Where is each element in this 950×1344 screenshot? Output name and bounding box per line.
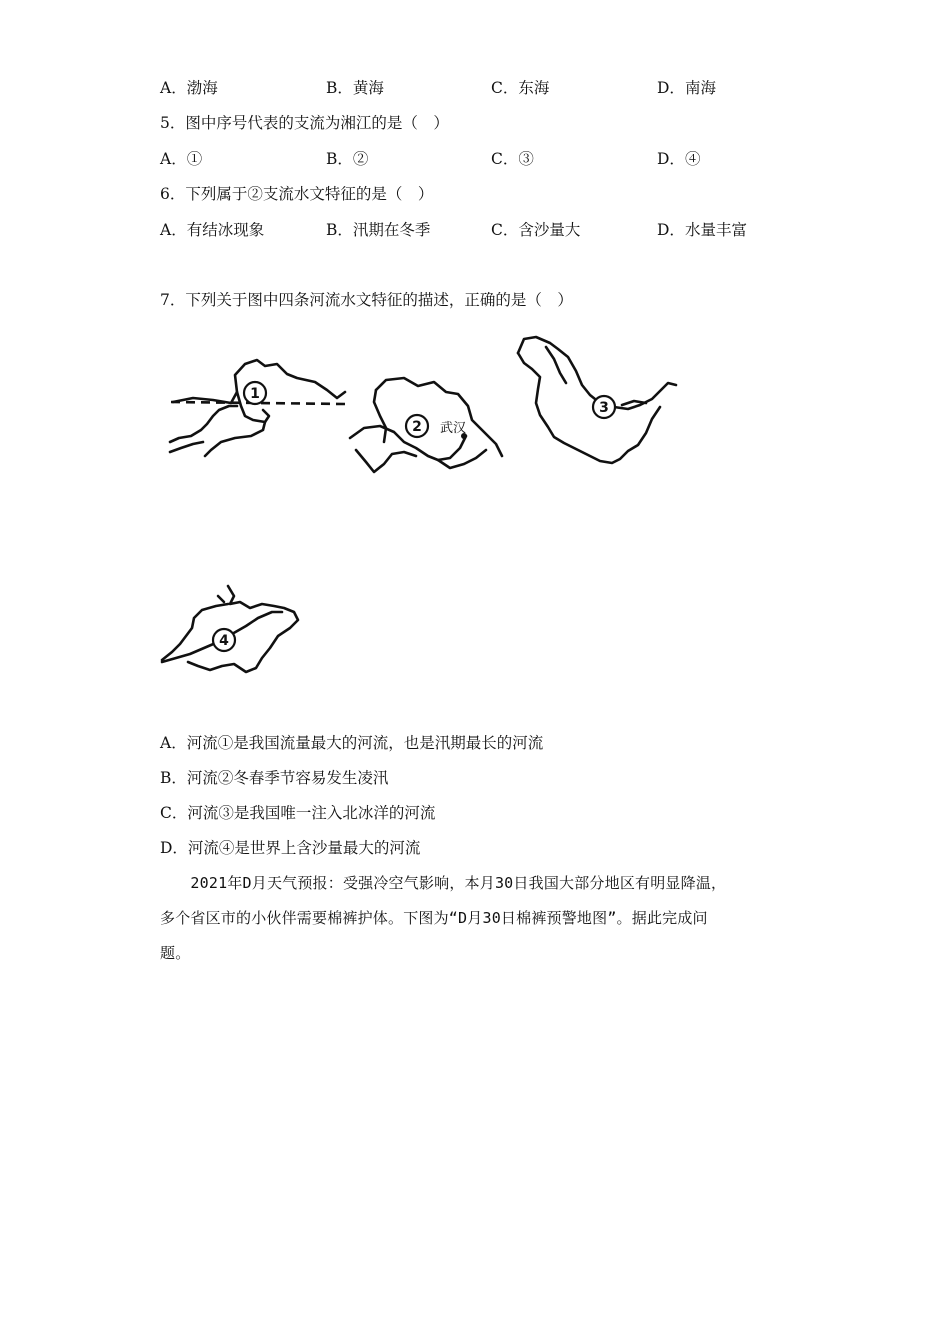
q7-option-c: C．河流③是我国唯一注入北冰洋的河流 xyxy=(160,804,436,822)
river-map-1 xyxy=(165,350,350,460)
q4-option-c: C．东海 xyxy=(491,79,550,97)
svg-text:3: 3 xyxy=(599,400,609,416)
map-4-number-badge xyxy=(213,629,235,651)
q5-option-d: D．④ xyxy=(657,150,701,168)
river-map-4 xyxy=(158,582,306,677)
passage-line-3: 题。 xyxy=(160,944,191,962)
q5-option-b: B．② xyxy=(326,150,369,168)
weather-passage xyxy=(160,866,790,971)
map-3-number-badge xyxy=(593,396,615,418)
svg-text:1: 1 xyxy=(250,386,260,402)
q6-option-d: D．水量丰富 xyxy=(657,221,747,239)
passage-line-2: 多个省区市的小伙伴需要棉裤护体。下图为“D月30日棉裤预警地图”。据此完成问 xyxy=(160,909,708,927)
q6-stem: 6．下列属于②支流水文特征的是（ ） xyxy=(160,185,434,203)
q7-option-b: B．河流②冬春季节容易发生凌汛 xyxy=(160,769,389,787)
q7-stem: 7．下列关于图中四条河流水文特征的描述，正确的是（ ） xyxy=(160,291,573,309)
q7-option-d: D．河流④是世界上含沙量最大的河流 xyxy=(160,839,421,857)
passage-line-1: 2021年D月天气预报：受强冷空气影响，本月30日我国大部分地区有明显降温， xyxy=(160,874,727,892)
q4-option-d: D．南海 xyxy=(657,79,716,97)
river-map-3 xyxy=(510,333,685,473)
map-1-number-badge xyxy=(244,382,266,404)
q4-option-a: A．渤海 xyxy=(160,79,218,97)
svg-text:2: 2 xyxy=(412,419,422,435)
river-map-2 xyxy=(346,372,506,477)
svg-text:4: 4 xyxy=(219,633,229,649)
q4-option-b: B．黄海 xyxy=(326,79,384,97)
q6-option-a: A．有结冰现象 xyxy=(160,221,265,239)
wuhan-label: 武汉 xyxy=(440,421,467,436)
q5-option-c: C．③ xyxy=(491,150,534,168)
q7-option-a: A．河流①是我国流量最大的河流，也是汛期最长的河流 xyxy=(160,734,544,752)
q5-stem: 5．图中序号代表的支流为湘江的是（ ） xyxy=(160,114,449,132)
q6-option-c: C．含沙量大 xyxy=(491,221,581,239)
q6-option-b: B．汛期在冬季 xyxy=(326,221,431,239)
map-2-number-badge xyxy=(406,415,428,437)
q5-option-a: A．① xyxy=(160,150,203,168)
